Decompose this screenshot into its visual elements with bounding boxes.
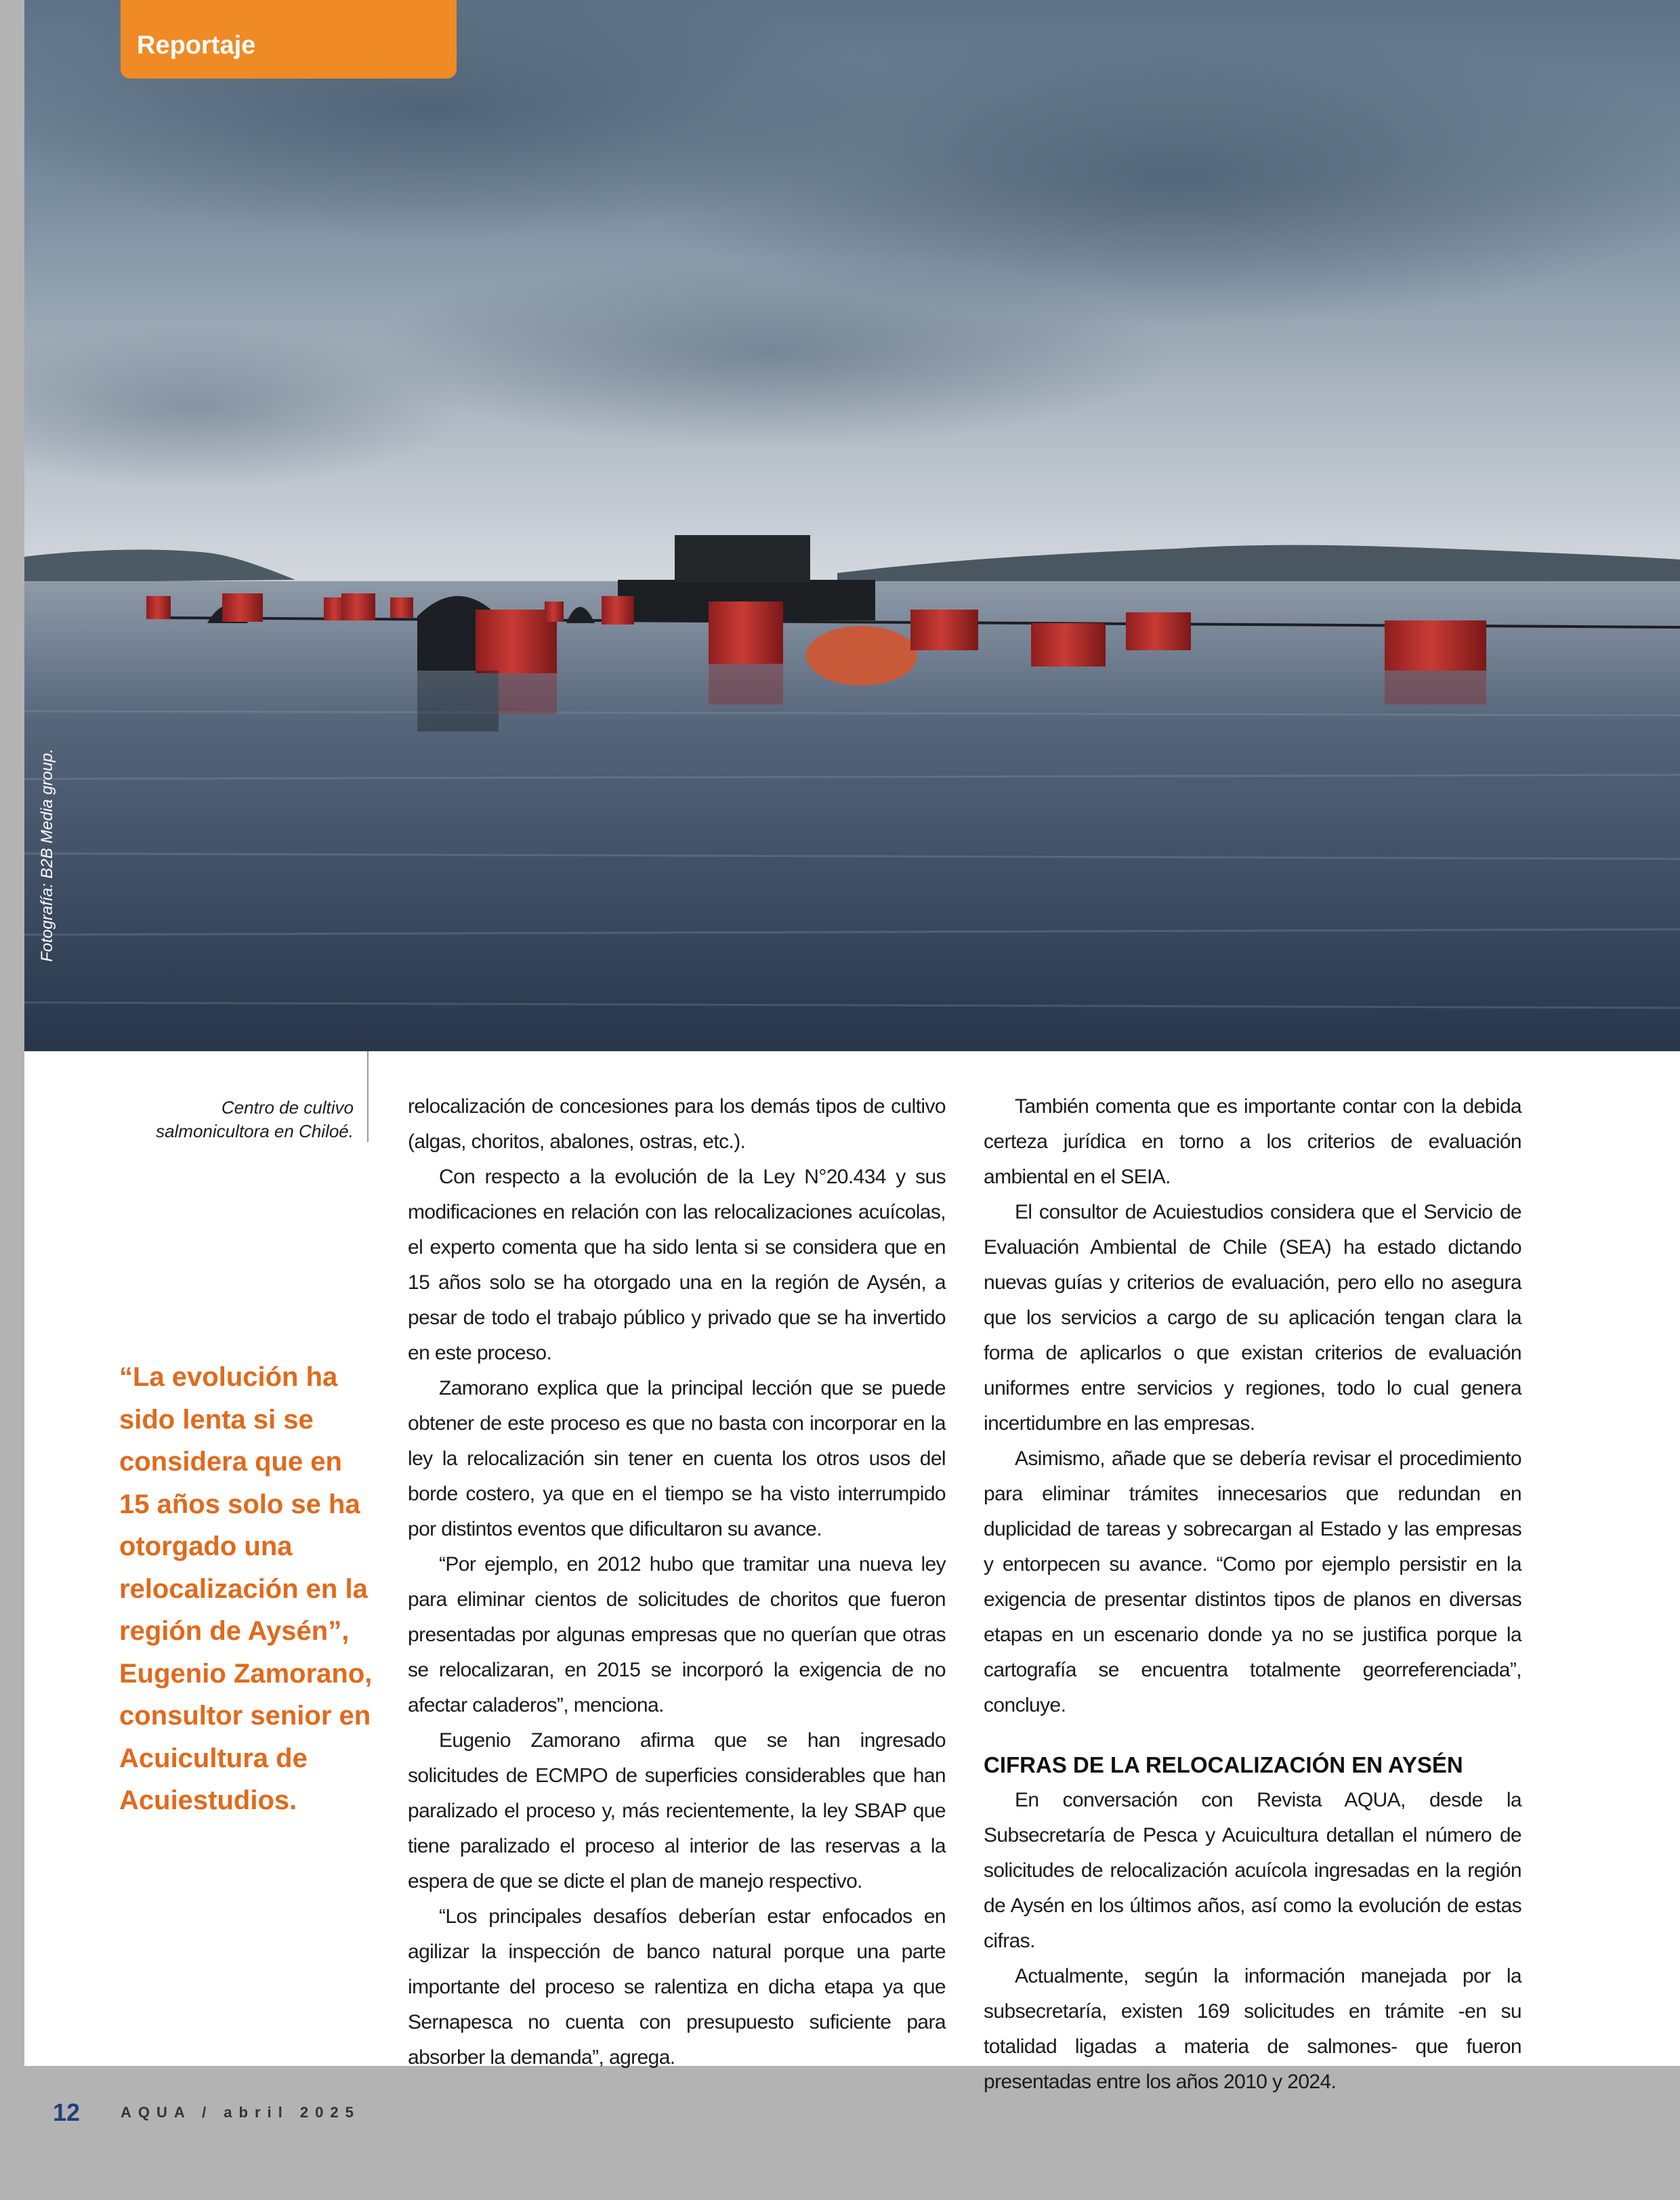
caption-line-2: salmonicultora en Chiloé. [156, 1121, 354, 1141]
paragraph: Eugenio Zamorano afirma que se han ingresado solicitudes de ECMPO de superficies considerables que han paralizado el proceso y, más recientemente, la ley SBAP que tiene paralizado el proceso al interior de las reservas a la espera de que se dicte el plan de manejo respectivo. [408, 1729, 946, 1892]
pull-quote: “La evolución ha sido lenta si se considera que en 15 años solo se ha otorgado una relocalización en la región de Aysén”, Eugenio Zamorano, consultor senior en Acuicultura de Acuiestudios. [119, 1362, 373, 1815]
hero-photo [24, 0, 1680, 1051]
caption-line-1: Centro de cultivo [221, 1097, 354, 1118]
paragraph: También comenta que es importante contar con la debida certeza jurídica en torno a los criterios de evaluación ambiental en el SEIA. [984, 1095, 1521, 1188]
paragraph: “Los principales desafíos deberían estar enfocados en agilizar la inspección de banco natural porque una parte importante del proceso se ralentiza en dicha etapa ya que Sernapesca no cuenta con presupuesto suficiente para absorber la demanda”, agrega. [408, 1905, 946, 2069]
page-number: 12 [53, 2098, 81, 2126]
section-subheading: CIFRAS DE LA RELOCALIZACIÓN EN AYSÉN [984, 1752, 1463, 1777]
paragraph: Actualmente, según la información manejada por la subsecretaría, existen 169 solicitudes en trámite -en su totalidad ligadas a materia de salmones- que fueron presentadas entre los años 2010 y 2024. [984, 1965, 1521, 2093]
caption-divider [367, 1051, 369, 1142]
photo-credit: Fotografía: B2B Media group. [38, 748, 56, 962]
paragraph: En conversación con Revista AQUA, desde la Subsecretaría de Pesca y Acuicultura detallan el número de solicitudes de relocalización acuícola ingresadas en la región de Aysén en los últimos años, así como la evolución de estas cifras. [984, 1789, 1521, 1952]
magazine-issue: AQUA / abril 2025 [121, 2104, 360, 2121]
photo-caption [135, 1096, 354, 1143]
paragraph: Zamorano explica que la principal lección que se puede obtener de este proceso es que no basta con incorporar en la ley la relocalización sin tener en cuenta los otros usos del borde costero, ya que en el tiempo se ha visto interrumpido por distintos eventos que dificultaron su avance. [408, 1377, 946, 1540]
paragraph: Con respecto a la evolución de la Ley N°20.434 y sus modificaciones en relación con las relocalizaciones acuícolas, el experto comenta que ha sido lenta si se considera que en 15 años solo se ha otorgado una en la región de Aysén, a pesar de todo el trabajo público y privado que se ha invertido en este proceso. [408, 1166, 946, 1364]
paragraph: Asimismo, añade que se debería revisar el procedimiento para eliminar trámites innecesarios que redundan en duplicidad de tareas y sobrecargan al Estado y las empresas y entorpecen su avance. “Como por ejemplo persistir en la exigencia de presentar distintos tipos de planos en diversas etapas en un escenario donde ya no se justifica porque la cartografía se encuentra totalmente georreferenciada”, concluye. [984, 1447, 1521, 1716]
article-column-1 [408, 1089, 946, 2075]
section-label: Reportaje [137, 31, 256, 60]
paragraph: relocalización de concesiones para los demás tipos de cultivo (algas, choritos, abalones, ostras, etc.). [408, 1095, 946, 1153]
article-column-2 [984, 1089, 1521, 2100]
paragraph: El consultor de Acuiestudios considera que el Servicio de Evaluación Ambiental de Chile (SEA) ha estado dictando nuevas guías y criterios de evaluación, pero ello no asegura que los servicios a cargo de su aplicación tengan clara la forma de aplicarlos o que existan criterios de evaluación uniformes entre servicios y regiones, todo lo cual genera incertidumbre en las empresas. [984, 1201, 1521, 1435]
section-tab [121, 0, 457, 79]
paragraph: “Por ejemplo, en 2012 hubo que tramitar una nueva ley para eliminar cientos de solicitudes de choritos que fueron presentadas por algunas empresas que no querían que otras se relocalizaran, en 2015 se incorporó la exigencia de no afectar caladeros”, menciona. [408, 1553, 946, 1716]
